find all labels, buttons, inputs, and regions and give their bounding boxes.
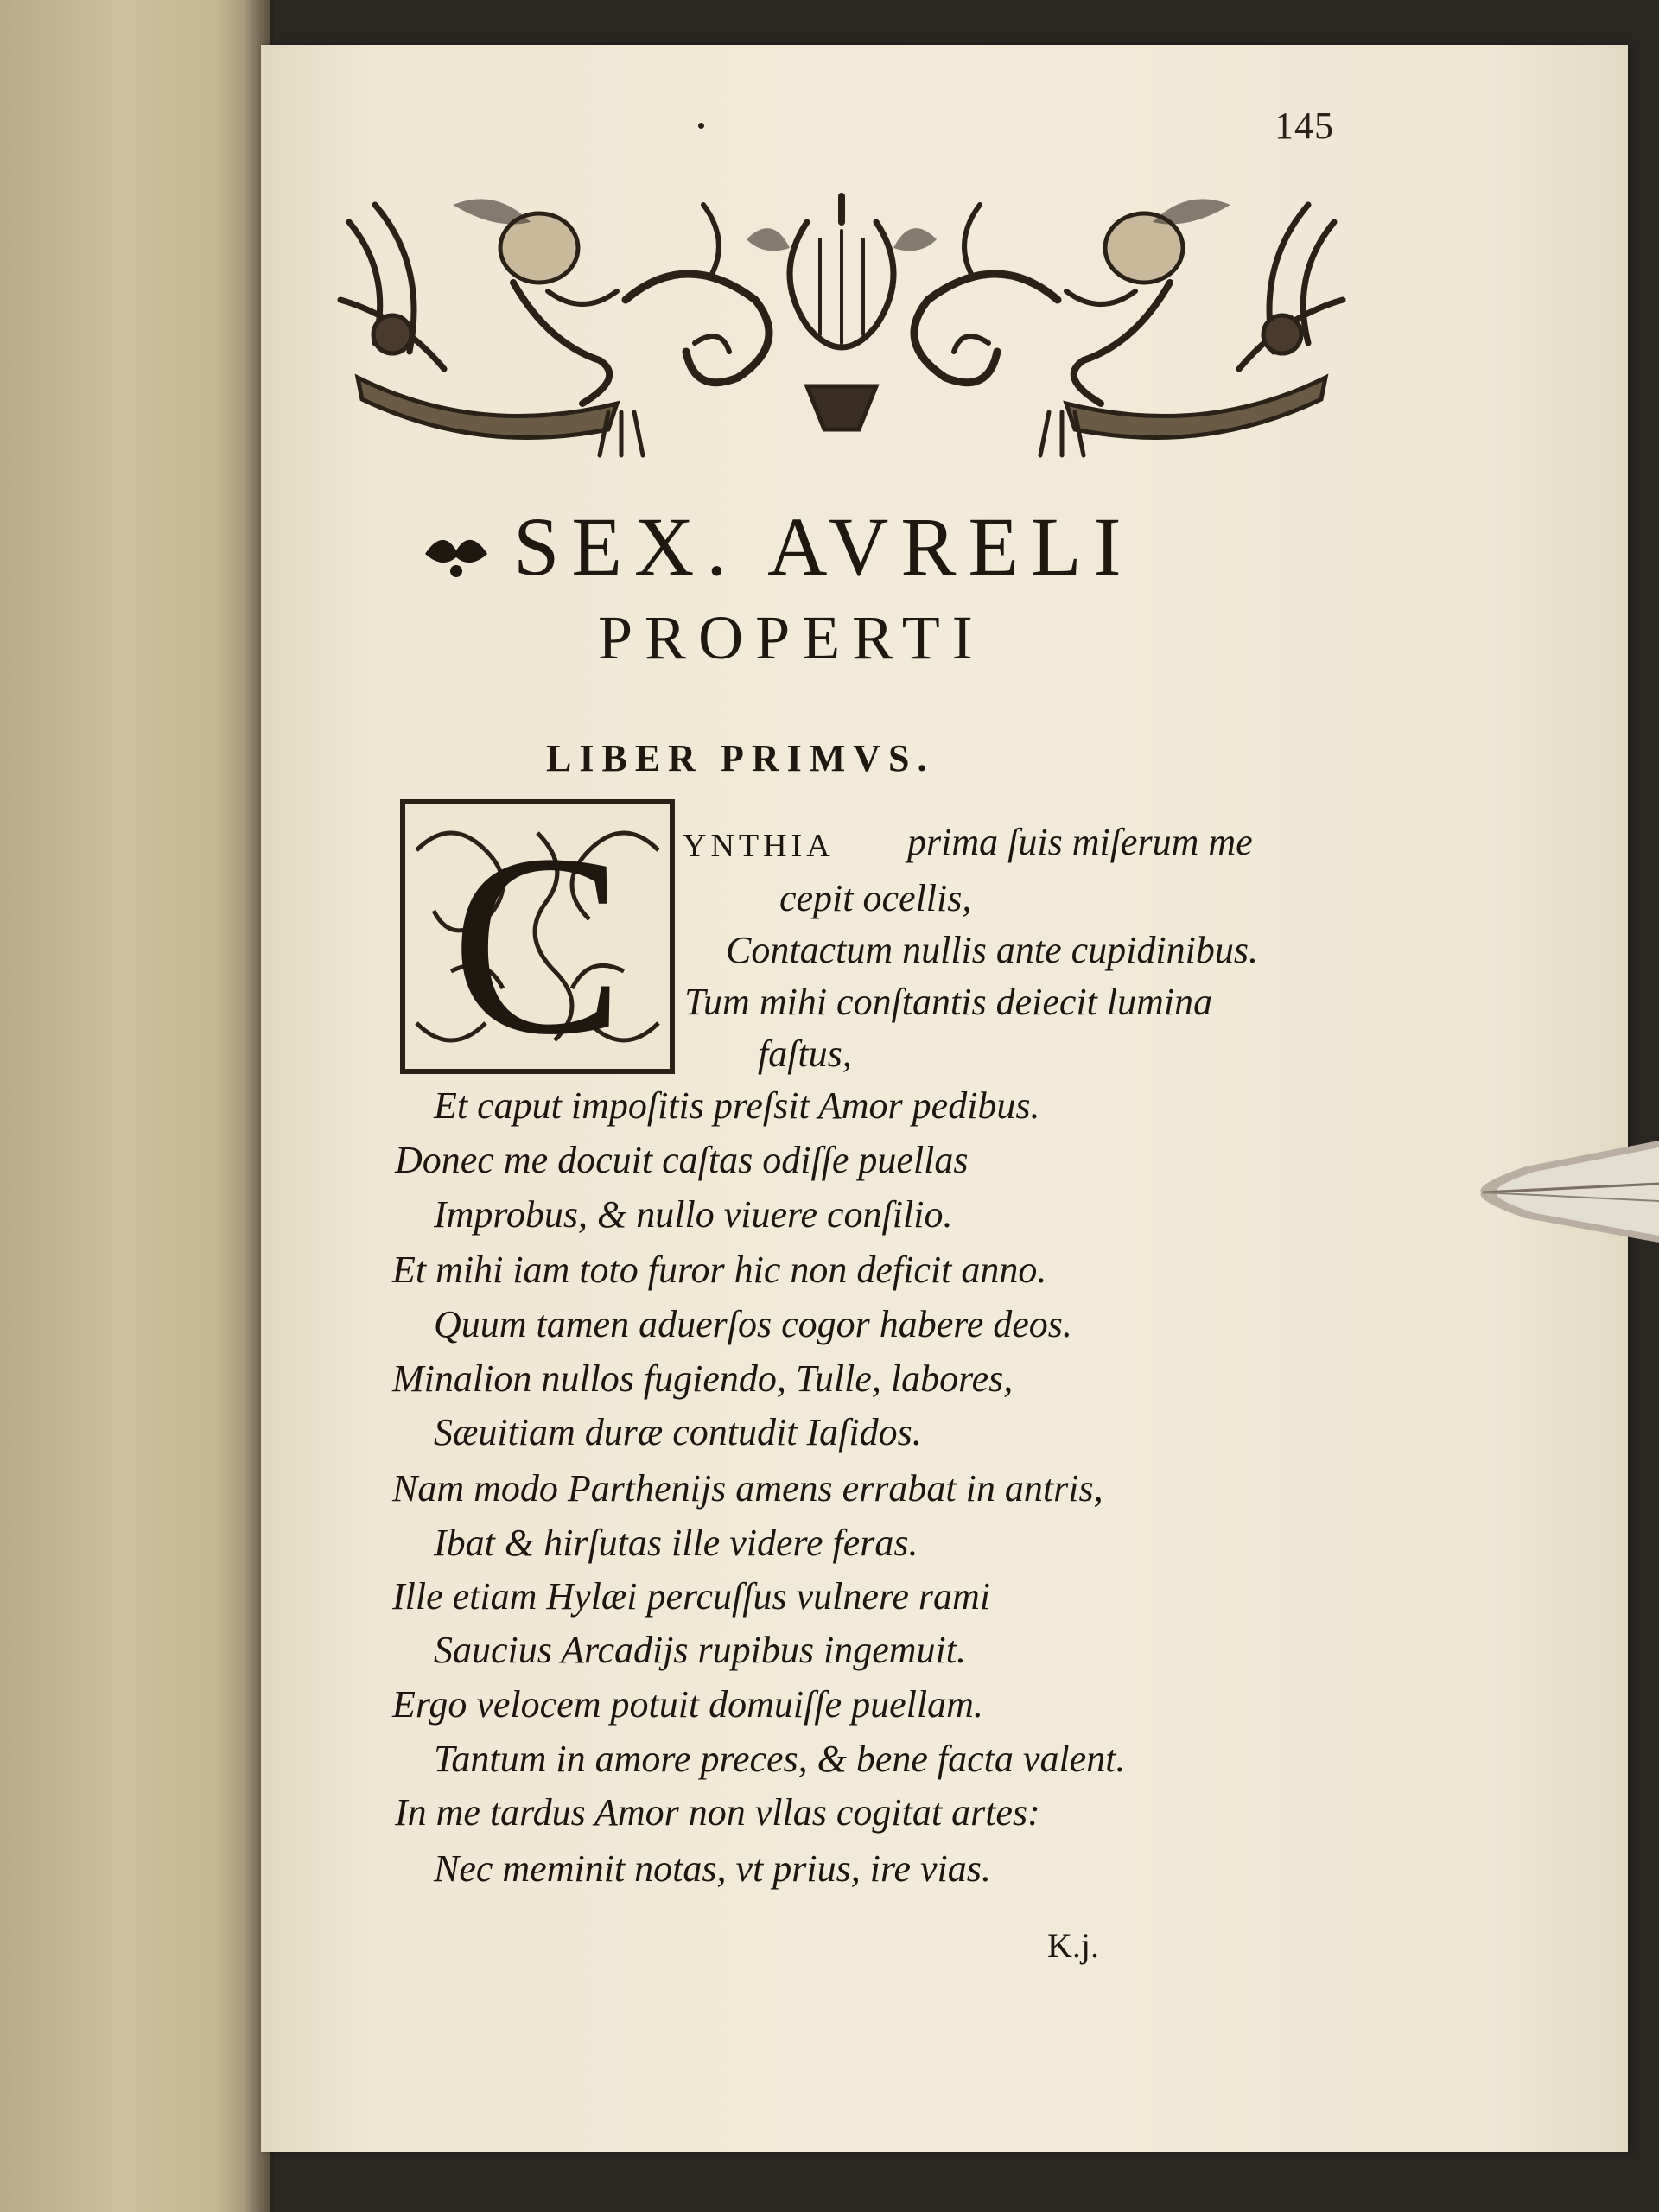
page-number: 145 (1274, 105, 1334, 147)
verse-line: Ergo velocem potuit domuiſſe puellam. (392, 1683, 983, 1726)
initial-letter: C (450, 801, 625, 1075)
verse-line: Ibat & hirſutas ille videre feras. (434, 1522, 918, 1564)
verse-line: Tum mihi conſtantis deiecit lumina (684, 981, 1213, 1023)
verse-line: In me tardus Amor non vllas cogitat artes: (395, 1791, 1040, 1834)
title-line-2: PROPERTI (598, 603, 985, 672)
verse-line: cepit ocellis, (779, 877, 972, 919)
verse-line: Improbus, & nullo viuere conſilio. (434, 1193, 953, 1236)
fleuron-icon (416, 519, 496, 582)
ornamental-headpiece-woodcut (323, 170, 1358, 478)
ink-dot (698, 123, 704, 129)
title-author (416, 499, 1281, 594)
book-page (261, 45, 1628, 2152)
verse-line: Nam modo Parthenijs amens errabat in antris, (392, 1467, 1103, 1510)
verse-line: Contactum nullis ante cupidinibus. (726, 929, 1258, 971)
verse-line: Donec me docuit caſtas odiſſe puellas (395, 1139, 969, 1181)
facing-page (0, 0, 270, 2212)
verse-line: faſtus, (758, 1033, 852, 1075)
verse-line: Quum tamen aduerſos cogor habere deos. (434, 1303, 1072, 1345)
decorated-initial-c (399, 798, 676, 1075)
verse-line: Et mihi iam toto furor hic non deficit anno. (392, 1249, 1047, 1291)
verse-line: Nec meminit notas, vt prius, ire vias. (434, 1847, 991, 1890)
first-word-caps: YNTHIA (683, 828, 835, 864)
verse-line: Et caput impoſitis preſsit Amor pedibus. (434, 1084, 1040, 1127)
metal-page-clip (1474, 1132, 1659, 1244)
verse-line: Saucius Arcadijs rupibus ingemuit. (434, 1629, 966, 1671)
verse-line: Minalion nullos fugiendo, Tulle, labores, (392, 1357, 1014, 1400)
verse-line: Sæuitiam duræ contudit Iaſidos. (434, 1411, 922, 1453)
book-heading: LIBER PRIMVS. (546, 737, 935, 779)
signature-mark: K.j. (1047, 1926, 1099, 1965)
verse-line: Ille etiam Hylæi percuſſus vulnere rami (392, 1575, 991, 1618)
verse-line: Tantum in amore preces, & bene facta valent. (434, 1738, 1126, 1780)
title-line-1: SEX. AVRELI (513, 500, 1134, 593)
first-line-text: prima ſuis miſerum me (907, 821, 1253, 863)
